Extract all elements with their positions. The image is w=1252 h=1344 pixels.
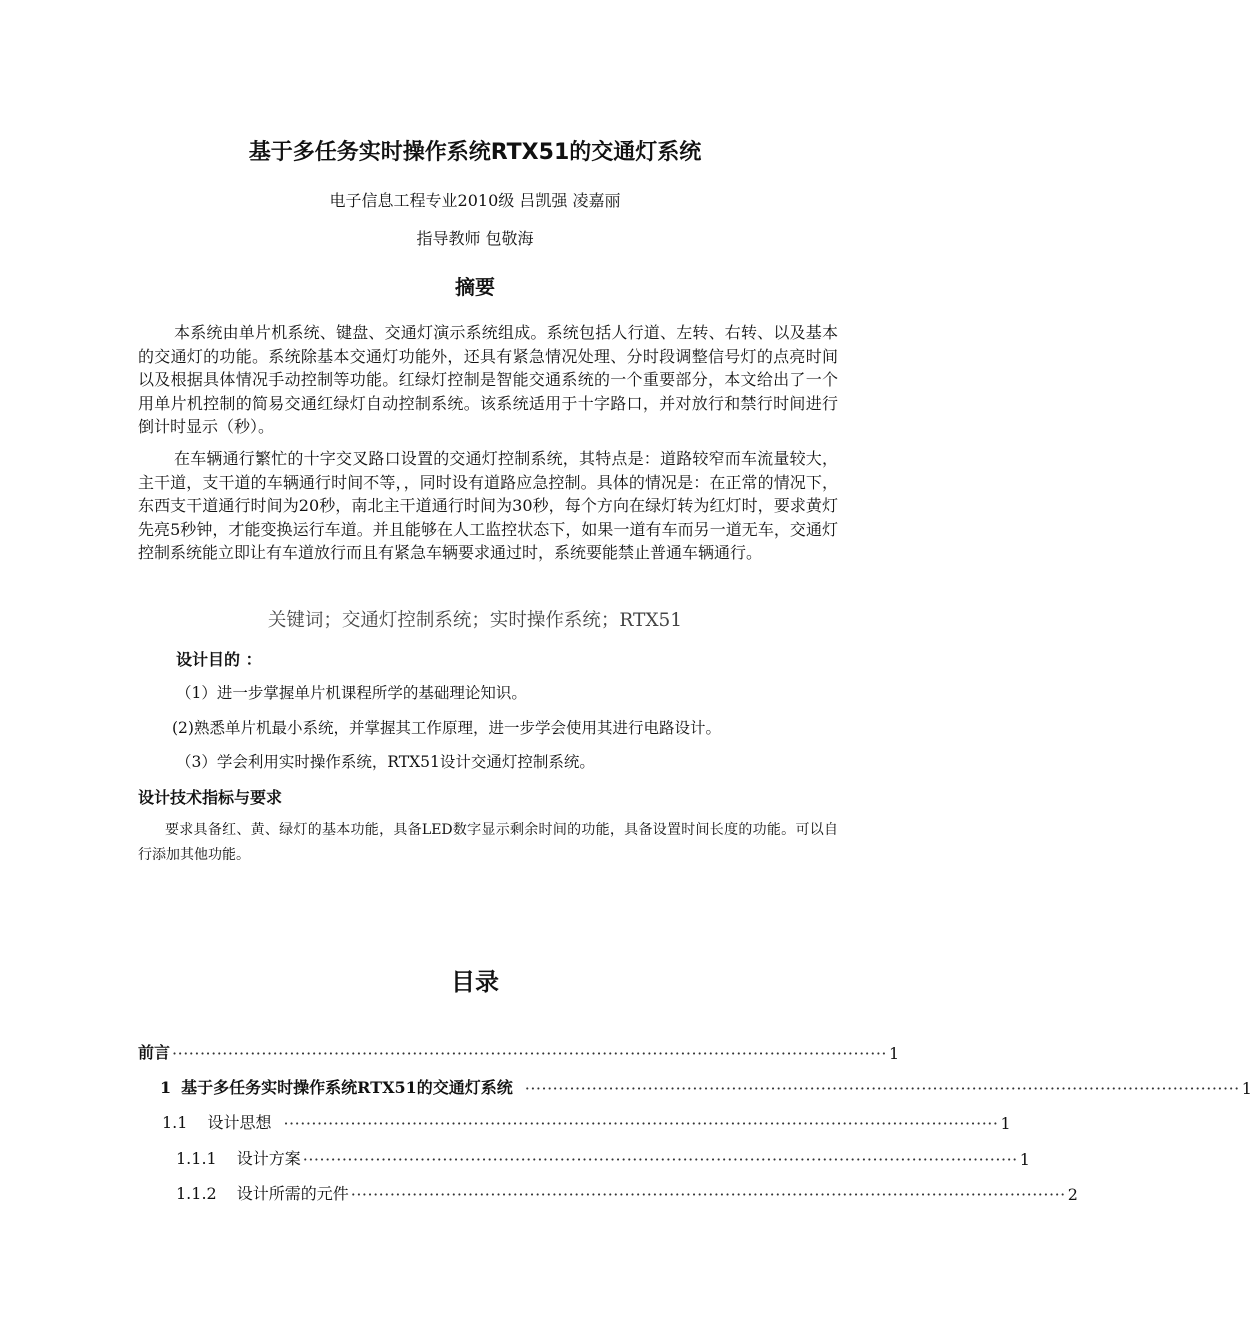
toc-leader-dots: ································································································································ xyxy=(302,1150,1018,1169)
design-goal-heading: 设计目的 ： xyxy=(176,650,262,669)
design-goal-item: (2)熟悉单片机最小系统，并掌握其工作原理，进一步学会使用其进行电路设计。 xyxy=(172,719,721,737)
toc-leader-dots: ································································································································ xyxy=(524,1079,1240,1098)
author-line: 电子信息工程专业2010级 吕凯强 凌嘉丽 xyxy=(329,191,621,210)
toc-entry-number: 1.1.1 xyxy=(176,1149,217,1168)
toc-entry-label: 设计所需的元件 xyxy=(236,1184,349,1203)
design-goal-item: （3）学会利用实时操作系统，RTX51设计交通灯控制系统。 xyxy=(176,753,595,771)
toc-entry-number: 1.1.2 xyxy=(176,1184,217,1203)
keywords-line: 关键词；交通灯控制系统；实时操作系统；RTX51 xyxy=(267,610,683,631)
toc-entry-page: 1 xyxy=(889,1044,900,1063)
toc-entry[interactable] xyxy=(176,1180,1078,1204)
toc-entry[interactable] xyxy=(138,1039,900,1063)
toc-entry[interactable] xyxy=(176,1145,1030,1169)
toc-leader-dots: ································································································································ xyxy=(283,1114,999,1133)
toc-entry-label: 设计方案 xyxy=(236,1149,301,1168)
toc-leader-dots: ································································································································ xyxy=(172,1044,888,1063)
toc-entry[interactable] xyxy=(162,1109,1011,1133)
abstract-heading: 摘要 xyxy=(455,275,495,299)
toc-leader-dots: ································································································································ xyxy=(350,1185,1066,1204)
toc-entry-number: 1 xyxy=(160,1078,172,1097)
tech-requirements-heading: 设计技术指标与要求 xyxy=(138,788,283,807)
toc-entry-page: 1 xyxy=(1000,1114,1011,1133)
design-goal-item: （1）进一步掌握单片机课程所学的基础理论知识。 xyxy=(176,684,527,702)
toc-entry-label: 基于多任务实时操作系统RTX51的交通灯系统 xyxy=(181,1078,513,1097)
toc-entry-label: 前言 xyxy=(138,1043,171,1062)
toc-entry[interactable] xyxy=(160,1074,1252,1098)
toc-heading: 目录 xyxy=(451,968,499,996)
tech-requirements-text: 要求具备红、黄、绿灯的基本功能，具备LED数字显示剩余时间的功能，具备设置时间长度的功能。可以自行添加其他功能。 xyxy=(138,822,838,863)
abstract-paragraph-1: 本系统由单片机系统、键盘、交通灯演示系统组成。系统包括人行道、左转、右转、以及基本的交通灯的功能。系统除基本交通灯功能外，还具有紧急情况处理、分时段调整信号灯的点亮时间以及根据具体情况手动控制等功能。红绿灯控制是智能交通系统的一个重要部分，本文给出了一个用单片机控制的简易交通红绿灯自动控制系统。该系统适用于十字路口，并对放行和禁行时间进行倒计时显示（秒）。 xyxy=(138,323,838,436)
advisor-line: 指导教师 包敬海 xyxy=(416,229,534,248)
toc-entry-page: 2 xyxy=(1067,1185,1078,1204)
paper-title: 基于多任务实时操作系统RTX51的交通灯系统 xyxy=(248,140,702,165)
toc-entry-number: 1.1 xyxy=(162,1113,188,1132)
toc-entry-page: 1 xyxy=(1019,1150,1030,1169)
toc-entry-label: 设计思想 xyxy=(207,1113,272,1132)
abstract-paragraph-2: 在车辆通行繁忙的十字交叉路口设置的交通灯控制系统，其特点是：道路较窄而车流量较大，主干道，支干道的车辆通行时间不等，，同时设有道路应急控制。具体的情况是：在正常的情况下，东西支干道通行时间为20秒，南北主干道通行时间为30秒，每个方向在绿灯转为红灯时，要求黄灯先亮5秒钟，才能变换运行车道。并且能够在人工监控状态下，如果一道有车而另一道无车，交通灯控制系统能立即让有车道放行而且有紧急车辆要求通过时，系统要能禁止普通车辆通行。 xyxy=(138,449,838,562)
toc-entry-page: 1 xyxy=(1241,1079,1252,1098)
